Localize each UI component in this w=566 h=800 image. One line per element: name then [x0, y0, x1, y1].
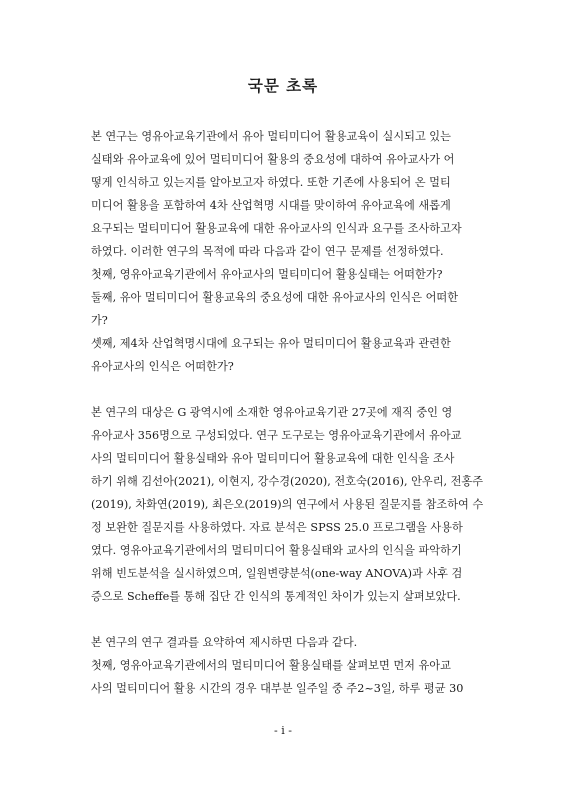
text-line: 본 연구는 영유아교육기관에서 유아 멀티미디어 활용교육이 실시되고 있는 — [91, 130, 451, 143]
research-question-continued: 유아교사의 인식은 어떠한가? — [91, 360, 234, 373]
text-line: 본 연구의 연구 결과를 요약하여 제시하면 다음과 같다. — [91, 636, 358, 649]
research-question: 셋째, 제4차 산업혁명시대에 요구되는 유아 멀티미디어 활용교육과 관련한 — [91, 337, 451, 350]
text-line: 위해 빈도분석을 실시하였으며, 일원변량분석(one-way ANOVA)과 사후 검 — [91, 567, 463, 580]
text-line: 하기 위해 김선아(2021), 이현지, 강수경(2020), 전호숙(2016), 안우리, 전홍주 — [91, 475, 484, 488]
text-line: 사의 멀티미디어 활용실태와 유아 멀티미디어 활용교육에 대한 인식을 조사 — [91, 452, 455, 465]
text-line: 사의 멀티미디어 활용 시간의 경우 대부분 일주일 중 주2~3일, 하루 평균 30 — [91, 682, 464, 695]
text-line: 첫째, 영유아교육기관에서의 멀티미디어 활용실태를 살펴보면 먼저 유아교 — [91, 659, 451, 672]
research-question: 둘째, 유아 멀티미디어 활용교육의 중요성에 대한 유아교사의 인식은 어떠한 — [91, 291, 459, 304]
text-line: 하였다. 이러한 연구의 목적에 따라 다음과 같이 연구 문제를 선정하였다. — [91, 245, 444, 258]
text-line: (2019), 차화연(2019), 최은오(2019)의 연구에서 사용된 질문지를 참조하여 수 — [91, 498, 484, 511]
text-line: 실태와 유아교육에 있어 멀티미디어 활용의 중요성에 대하여 유아교사가 어 — [91, 153, 455, 166]
page-title: 국문 초록 — [247, 76, 319, 95]
research-question: 첫째, 영유아교육기관에서 유아교사의 멀티미디어 활용실태는 어떠한가? — [91, 268, 443, 281]
text-line: 미디어 활용을 포함하여 4차 산업혁명 시대를 맞이하여 유아교육에 새롭게 — [91, 199, 451, 212]
text-line: 정 보완한 질문지를 사용하였다. 자료 분석은 SPSS 25.0 프로그램을 사용하 — [91, 521, 463, 534]
text-line: 요구되는 멀티미디어 활용교육에 대한 유아교사의 인식과 요구를 조사하고자 — [91, 222, 462, 235]
text-line: 떻게 인식하고 있는지를 알아보고자 하였다. 또한 기존에 사용되어 온 멀티 — [91, 176, 451, 189]
page-number: - i - — [274, 724, 292, 737]
text-line: 본 연구의 대상은 G 광역시에 소재한 영유아교육기관 27곳에 재직 중인 영 — [91, 406, 453, 419]
text-line: 유아교사 356명으로 구성되었다. 연구 도구로는 영유아교육기관에서 유아교 — [91, 429, 462, 442]
text-line: 였다. 영유아교육기관에서의 멀티미디어 활용실태와 교사의 인식을 파악하기 — [91, 544, 462, 557]
text-line: 증으로 Scheffe를 통해 집단 간 인식의 통계적인 차이가 있는지 살펴보았다. — [91, 590, 461, 603]
research-question-continued: 가? — [91, 314, 108, 327]
